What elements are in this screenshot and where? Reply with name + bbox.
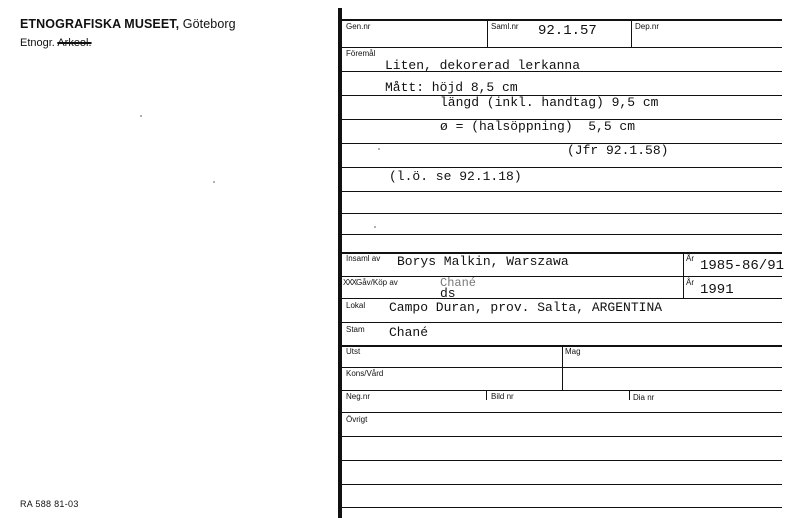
label-gen-nr: Gen.nr [346, 22, 371, 31]
divider-dep [631, 19, 632, 47]
rule-ovrigt [342, 412, 782, 413]
label-utst: Utst [346, 347, 361, 356]
insaml-av-value: Borys Malkin, Warszawa [397, 254, 569, 269]
label-neg-nr: Neg.nr [346, 392, 371, 401]
divider-dia [629, 391, 630, 400]
rule-line [342, 234, 782, 235]
rule-stam [342, 322, 782, 323]
rule-lokal [342, 298, 782, 299]
museum-city: Göteborg [182, 17, 236, 31]
label-ar-insaml: År [686, 254, 694, 263]
label-dia-nr: Dia nr [633, 393, 655, 402]
paper-speck [374, 226, 376, 228]
department-struck: Arkeol. [57, 37, 92, 49]
rule-line [342, 460, 782, 461]
rule-line [342, 191, 782, 192]
rule-bottom [342, 507, 782, 508]
divider-mag [562, 346, 563, 390]
rule-line [342, 484, 782, 485]
foremal-line-3: längd (inkl. handtag) 9,5 cm [440, 95, 659, 110]
gav-value: ds [440, 286, 456, 301]
paper-speck [378, 148, 380, 150]
museum-heading [20, 17, 236, 31]
rule-line [342, 167, 782, 168]
foremal-line-4: ø = (halsöppning) 5,5 cm [440, 119, 636, 134]
rule-line [342, 213, 782, 214]
rule-line [342, 436, 782, 437]
rule-gav [342, 276, 782, 277]
label-mag: Mag [565, 347, 581, 356]
gav-ghost-text: Chané [440, 276, 477, 290]
rule-top [342, 19, 782, 21]
foremal-line-6: (l.ö. se 92.1.18) [389, 169, 522, 184]
label-kons-vard: Kons/Vård [346, 369, 384, 378]
label-lokal: Lokal [346, 301, 366, 310]
form-number: RA 588 81-03 [20, 499, 79, 509]
divider-ar [683, 253, 684, 298]
label-insaml-av: Insaml av [346, 254, 381, 263]
department-line [20, 37, 92, 49]
rule-neg [342, 390, 782, 391]
label-ar-gav: År [686, 278, 694, 287]
department-prefix: Etnogr. [20, 37, 55, 49]
stam-value: Chané [389, 325, 429, 340]
saml-nr-value: 92.1.57 [538, 23, 597, 39]
foremal-line-5: (Jfr 92.1.58) [567, 143, 669, 158]
label-foremal: Föremål [346, 49, 376, 58]
gav-ar-value: 1991 [700, 282, 734, 298]
label-saml-nr: Saml.nr [491, 22, 519, 31]
label-stam: Stam [346, 325, 365, 334]
rule-line [342, 143, 782, 144]
foremal-line-2: Mått: höjd 8,5 cm [385, 80, 518, 95]
rule-foremal [342, 47, 782, 48]
foremal-line-1: Liten, dekorerad lerkanna [385, 58, 581, 73]
museum-name: ETNOGRAFISKA MUSEET, [20, 17, 180, 31]
paper-speck [213, 181, 215, 183]
gav-struck-prefix: XXX [343, 278, 357, 287]
label-bild-nr: Bild nr [491, 392, 514, 401]
card-left-rule [338, 8, 342, 518]
label-dep-nr: Dep.nr [635, 22, 660, 31]
divider-saml [487, 19, 488, 47]
label-gav-kop-av: Gåv/Köp av [356, 278, 398, 287]
divider-bild [486, 391, 487, 400]
lokal-value: Campo Duran, prov. Salta, ARGENTINA [389, 300, 663, 315]
label-ovrigt: Övrigt [346, 415, 368, 424]
insaml-ar-value: 1985-86/91 [700, 258, 785, 274]
paper-speck [140, 115, 142, 117]
